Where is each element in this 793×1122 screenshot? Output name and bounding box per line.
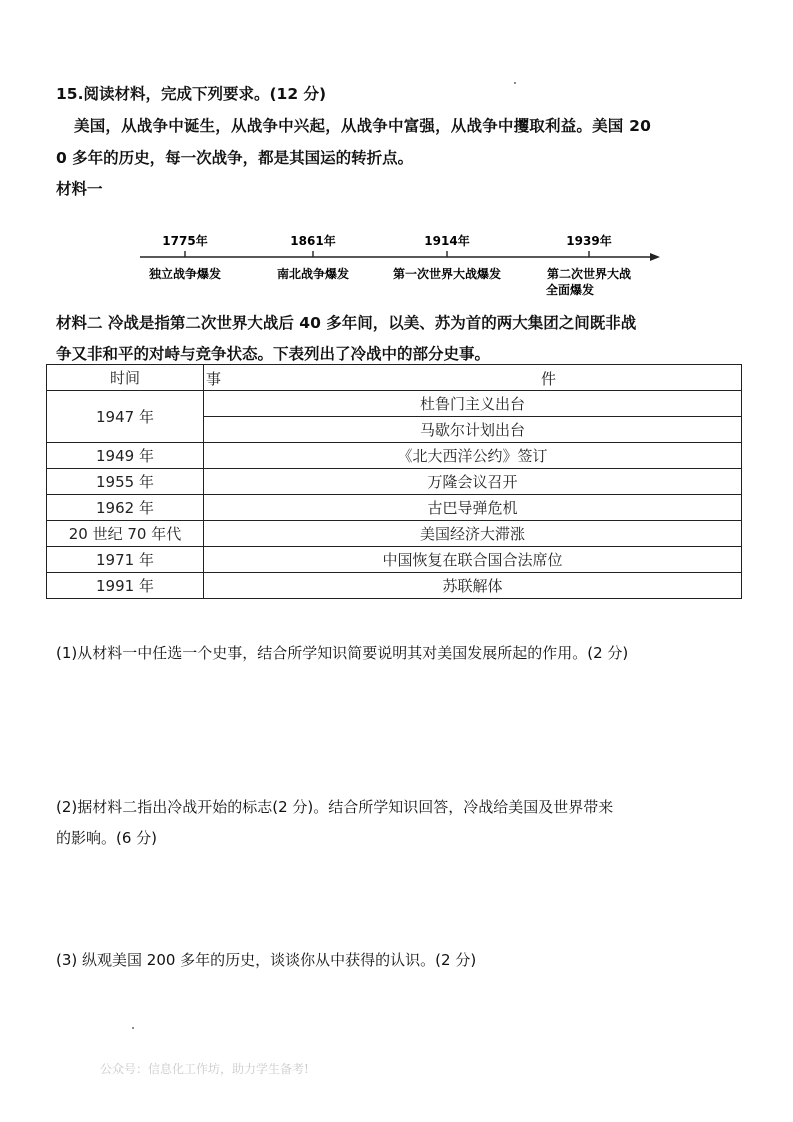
table-row	[47, 443, 742, 469]
row-time: 20 世纪 70 年代	[47, 521, 204, 547]
table-row	[47, 469, 742, 495]
row-event: 苏联解体	[204, 573, 742, 599]
table-row	[47, 391, 742, 417]
timeline-event: 第一次世界大战爆发	[392, 267, 502, 281]
table-row	[47, 547, 742, 573]
timeline-event: 南北战争爆发	[276, 267, 350, 281]
row-time: 1991 年	[47, 573, 204, 599]
timeline-year: 1914年	[424, 234, 470, 248]
subquestion-2-line-2: 的影响。(6 分)	[56, 829, 158, 847]
row-event: 杜鲁门主义出台	[204, 391, 742, 417]
header-event	[204, 365, 742, 391]
row-time: 1971 年	[47, 547, 204, 573]
material2-line-1: 材料二 冷战是指第二次世界大战后 40 多年间，以美、苏为首的两大集团之间既非战	[56, 314, 637, 332]
intro-line-2: 0 多年的历史，每一次战争，都是其国运的转折点。	[56, 149, 414, 167]
subquestion-1: (1)从材料一中任选一个史事，结合所学知识简要说明其对美国发展所起的作用。(2 分)	[56, 644, 629, 662]
table-row	[47, 495, 742, 521]
row-time: 1962 年	[47, 495, 204, 521]
row-time: 1955 年	[47, 469, 204, 495]
timeline-year: 1939年	[566, 234, 612, 248]
subquestion-3: (3) 纵观美国 200 多年的历史，谈谈你从中获得的认识。(2 分)	[56, 951, 477, 969]
timeline-year: 1861年	[290, 234, 336, 248]
stray-dot	[132, 1027, 134, 1029]
timeline-event: 第二次世界大战	[546, 267, 632, 281]
row-event: 万隆会议召开	[204, 469, 742, 495]
timeline-arrow-icon	[650, 253, 660, 261]
row-event: 马歇尔计划出台	[204, 417, 742, 443]
timeline-event: 全面爆发	[545, 283, 595, 297]
row-event: 中国恢复在联合国合法席位	[204, 547, 742, 573]
table-row	[47, 573, 742, 599]
header-time: 时间	[47, 365, 204, 391]
material2-line-2: 争又非和平的对峙与竞争状态。下表列出了冷战中的部分史事。	[56, 345, 491, 363]
intro-line-1: 美国，从战争中诞生，从战争中兴起，从战争中富强，从战争中攫取利益。美国 20	[74, 117, 652, 135]
watermark: 公众号：信息化工作坊，助力学生备考!	[100, 1062, 309, 1076]
timeline-event: 独立战争爆发	[148, 267, 222, 281]
timeline-year: 1775年	[162, 234, 208, 248]
stray-dot	[514, 82, 516, 84]
timeline	[130, 225, 670, 305]
material1-label: 材料一	[56, 180, 103, 198]
question-title: 15.阅读材料，完成下列要求。(12 分)	[56, 85, 327, 103]
header-event-left: 事	[206, 370, 222, 388]
row-event: 《北大西洋公约》签订	[204, 443, 742, 469]
subquestion-2-line-1: (2)据材料二指出冷战开始的标志(2 分)。结合所学知识回答，冷战给美国及世界带来	[56, 798, 614, 816]
cold-war-events-table	[46, 364, 742, 599]
table-header-row	[47, 365, 742, 391]
row-time: 1949 年	[47, 443, 204, 469]
row-time: 1947 年	[47, 391, 204, 443]
row-event: 美国经济大滞涨	[204, 521, 742, 547]
table-row	[47, 521, 742, 547]
row-event: 古巴导弹危机	[204, 495, 742, 521]
header-event-right: 件	[541, 370, 557, 388]
